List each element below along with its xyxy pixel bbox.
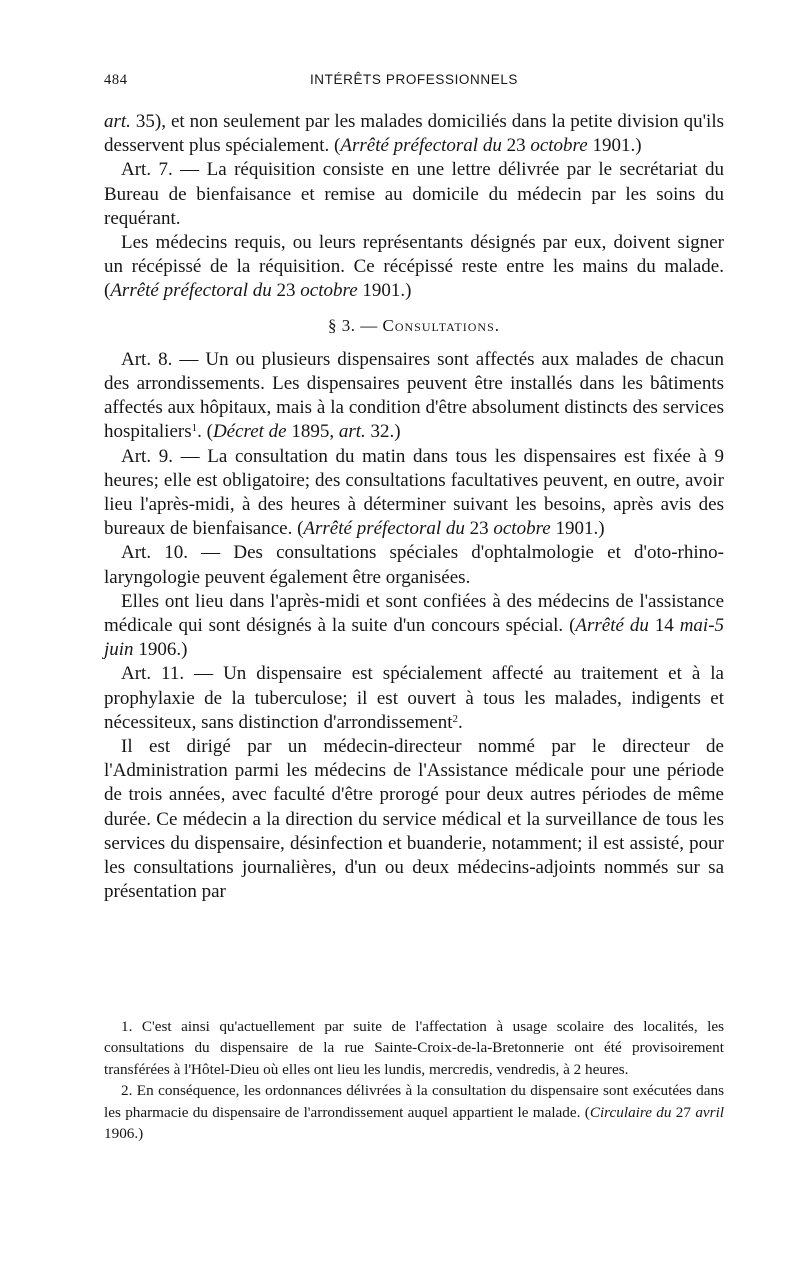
footnote-ref-2: 2 xyxy=(452,712,459,725)
running-title: INTÉRÊTS PROFESSIONNELS xyxy=(309,72,519,87)
article-11: Art. 11. — Un dispensaire est spécialement affecté au traitement et à la prophylaxie de la tuberculose; il est ouvert à tous les malades, indigents et nécessiteux, sans distinction d'arrondissement$^2$. xyxy=(104,663,724,733)
article-7: Art. 7. — La réquisition consiste en une lettre délivrée par le secrétariat du Bureau de bienfaisance et remise au domicile du médecin par les soins du requérant. xyxy=(104,159,724,229)
section-heading: § 3. — Consultations. xyxy=(327,315,501,335)
paragraph-recepisse: Les médecins requis, ou leurs représentants désignés par eux, doivent signer un récépissé de la réquisition. Ce récépissé reste entre les mains du malade. (Arrêté préfectoral du 23 octobre 1901.) xyxy=(104,232,724,302)
footnotes xyxy=(104,1016,724,1144)
article-9: Art. 9. — La consultation du matin dans tous les dispensaires est fixée à 9 heures; elle est obligatoire; des consultations facultatives peuvent, en outre, avoir lieu l'après-midi, à des heures à déterminer suivant les besoins, après avis des bureaux de bienfaisance. (Arrêté préfectoral du 23 octobre 1901.) xyxy=(104,445,724,540)
paragraph-continuation: art. 35), et non seulement par les malades domiciliés dans la petite division qu'ils desservent plus spécialement. (Arrêté préfectoral du 23 octobre 1901.) xyxy=(104,111,724,157)
footnote-2: 2. En conséquence, les ordonnances délivrées à la consultation du dispensaire sont exécutées dans les pharmacie du dispensaire de l'arrondissement auquel appartient le malade. (Circulaire du 27 avril 1906.) xyxy=(104,1082,725,1143)
body-text xyxy=(104,110,724,905)
footnote-ref-1: 1 xyxy=(191,422,198,435)
footnote-1: 1. C'est ainsi qu'actuellement par suite de l'affectation à usage scolaire des localités, les consultations du dispensaire de la rue Sainte-Croix-de-la-Bretonnerie ont été provisoirement transférées à l'Hôtel-Dieu où elles ont lieu les lundis, mercredis, vendredis, à 2 heures. xyxy=(104,1018,724,1078)
paragraph-director: Il est dirigé par un médecin-directeur nommé par le directeur de l'Administration parmi les médecins de l'Assistance médicale pour une période de trois années, avec faculté d'être prorogé pour deux autres périodes de même durée. Ce médecin a la direction du service médical et la surveillance de tous les services du dispensaire, désinfection et buanderie, notamment; il est assisté, pour les consultations journalières, d'un ou deux médecins-adjoints nommés sur sa présentation par xyxy=(104,736,724,903)
article-10: Art. 10. — Des consultations spéciales d'ophtalmologie et d'oto-rhino-laryngologie peuvent également être organisées. xyxy=(104,542,724,588)
paragraph-afternoon: Elles ont lieu dans l'après-midi et sont confiées à des médecins de l'assistance médicale qui sont désignés à la suite d'un concours spécial. (Arrêté du 14 mai-5 juin 1906.) xyxy=(104,590,725,661)
article-8: Art. 8. — Un ou plusieurs dispensaires sont affectés aux malades de chacun des arrondissements. Les dispensaires peuvent être installés dans les bâtiments affectés aux hôpitaux, mais à la condition d'être absolument distincts des services hospitaliers$^1$. (Décret de 1895, art. 32.) xyxy=(104,348,724,443)
page-number: 484 xyxy=(104,72,128,88)
